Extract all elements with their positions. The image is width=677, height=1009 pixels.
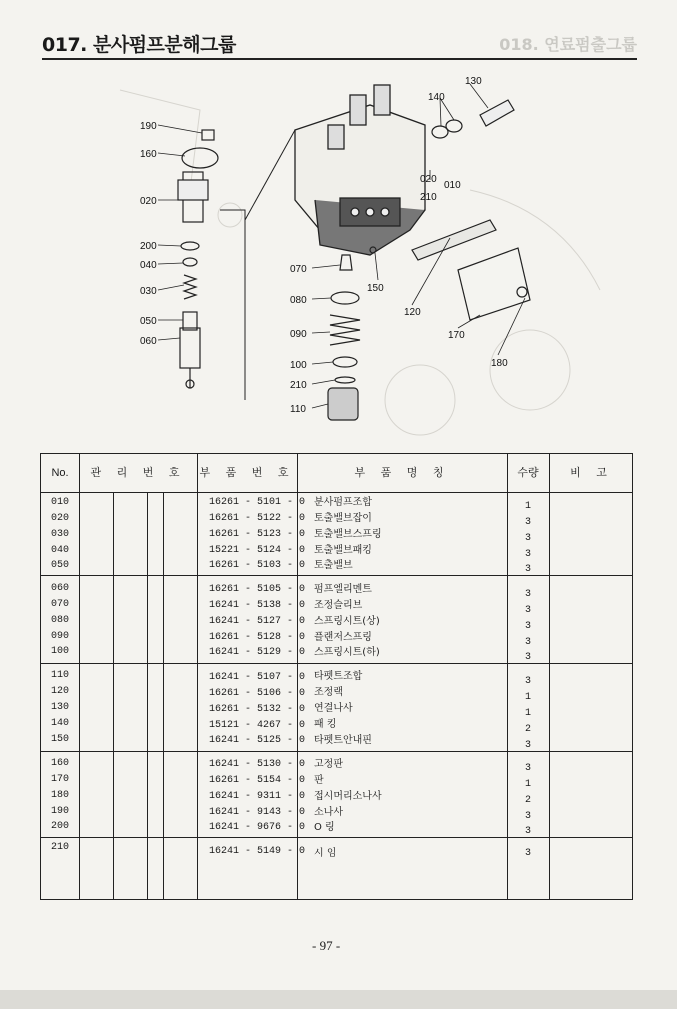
item-number: 140 — [51, 718, 70, 729]
header-rule — [42, 58, 637, 60]
quantity: 3 — [525, 517, 532, 528]
part-number: 16241 - 9143 - 0 — [209, 807, 306, 818]
seat-100 — [333, 357, 357, 367]
quantity: 3 — [525, 848, 532, 859]
header-quantity: 수량 — [517, 466, 539, 479]
header-remarks: 비 고 — [570, 466, 613, 479]
part-name: 고정판 — [314, 759, 343, 770]
quantity: 3 — [525, 605, 532, 616]
callout-label: 020 — [420, 174, 437, 185]
item-number: 030 — [51, 529, 70, 540]
quantity: 3 — [525, 549, 532, 560]
header-management-number: 관 리 번 호 — [90, 466, 186, 479]
part-name: 연결나사 — [314, 703, 353, 714]
part-name: 토출밸브스프링 — [314, 529, 382, 540]
row-divider — [41, 575, 632, 576]
part-number: 16241 - 5138 - 0 — [209, 600, 306, 611]
seat-080 — [331, 292, 359, 304]
quantity: 2 — [525, 795, 532, 806]
column-divider — [197, 454, 198, 899]
part-name: 펌프엘리멘트 — [314, 584, 372, 595]
quantity: 1 — [525, 779, 532, 790]
callout-label: 110 — [290, 404, 306, 415]
part-name: 토출밸브패킹 — [314, 545, 372, 556]
part-number: 16241 - 5149 - 0 — [209, 846, 306, 857]
oring-200 — [181, 242, 199, 250]
part-name: 패 킹 — [314, 719, 337, 730]
quantity: 2 — [525, 724, 532, 735]
header-part-number: 부 품 번 호 — [199, 466, 295, 479]
item-number: 130 — [51, 702, 70, 713]
quantity: 3 — [525, 763, 532, 774]
callout-label: 210 — [420, 192, 437, 203]
callout-label: 120 — [404, 307, 421, 318]
callout-label: 150 — [367, 283, 384, 294]
item-number: 100 — [51, 646, 70, 657]
part-number: 15221 - 5124 - 0 — [209, 545, 306, 556]
part-name: 스프링시트(하) — [314, 647, 380, 658]
quantity: 1 — [525, 708, 532, 719]
quantity: 3 — [525, 652, 532, 663]
part-name: 토출밸브 — [314, 560, 353, 571]
part-name: 분사펌프조합 — [314, 497, 372, 508]
item-number: 200 — [51, 821, 70, 832]
callout-label: 060 — [140, 336, 157, 347]
part-name: 플랜저스프링 — [314, 632, 372, 643]
part-number: 16241 - 5127 - 0 — [209, 616, 306, 627]
parts-table — [40, 453, 633, 900]
quantity: 3 — [525, 740, 532, 751]
part-number: 15121 - 4267 - 0 — [209, 720, 306, 731]
part-number: 16261 - 5123 - 0 — [209, 529, 306, 540]
sleeve-070 — [340, 255, 352, 270]
part-name: 소나사 — [314, 807, 343, 818]
tappet-110 — [328, 388, 358, 420]
part-number: 16261 - 5154 - 0 — [209, 775, 306, 786]
callout-label: 020 — [140, 196, 157, 207]
part-name: 조정슬리브 — [314, 600, 363, 611]
bleed-through-title: 018. 연료펌출그룹 — [499, 35, 637, 54]
part-number: 16241 - 5130 - 0 — [209, 759, 306, 770]
part-number: 16241 - 5125 - 0 — [209, 735, 306, 746]
callout-label: 010 — [444, 180, 461, 191]
packing-040 — [183, 258, 197, 266]
callout-label: 080 — [290, 295, 307, 306]
element-060 — [180, 328, 200, 368]
callout-label: 130 — [465, 76, 482, 87]
header-part-name: 부 품 명 칭 — [354, 466, 450, 479]
item-number: 090 — [51, 631, 70, 642]
part-number: 16241 - 9311 - 0 — [209, 791, 306, 802]
item-number: 060 — [51, 583, 70, 594]
item-number: 020 — [51, 513, 70, 524]
part-name: 시 임 — [314, 848, 337, 859]
part-name: 타펫트안내핀 — [314, 735, 372, 746]
item-number: 180 — [51, 790, 70, 801]
injection-pump-illustration — [40, 70, 640, 440]
item-number: 190 — [51, 806, 70, 817]
page-number: - 97 - — [312, 938, 341, 953]
callout-label: 200 — [140, 241, 157, 252]
page-header — [42, 28, 637, 60]
callout-label: 180 — [491, 358, 508, 369]
packing-140b — [446, 120, 462, 132]
quantity: 3 — [525, 533, 532, 544]
quantity: 3 — [525, 621, 532, 632]
item-number: 160 — [51, 758, 70, 769]
callout-label: 160 — [140, 149, 157, 160]
part-number: 16261 - 5132 - 0 — [209, 704, 306, 715]
page-title: 017. 분사펌프분해그룹 — [42, 34, 236, 56]
part-number: 16241 - 9676 - 0 — [209, 822, 306, 833]
item-number: 170 — [51, 774, 70, 785]
header-no: No. — [51, 467, 69, 479]
callout-label: 090 — [290, 329, 307, 340]
part-name: 조정랙 — [314, 687, 343, 698]
part-number: 16261 - 5103 - 0 — [209, 560, 306, 571]
part-name: 토출밸브잡이 — [314, 513, 372, 524]
item-number: 150 — [51, 734, 70, 745]
item-number: 110 — [51, 670, 70, 681]
callout-label: 040 — [140, 260, 157, 271]
callout-label: 030 — [140, 286, 157, 297]
quantity: 3 — [525, 637, 532, 648]
callout-label: 070 — [290, 264, 307, 275]
quantity: 3 — [525, 826, 532, 837]
part-name: O 링 — [314, 822, 335, 833]
row-divider — [41, 751, 632, 752]
part-name: 스프링시트(상) — [314, 616, 380, 627]
row-divider — [41, 837, 632, 838]
quantity: 3 — [525, 589, 532, 600]
quantity: 1 — [525, 692, 532, 703]
exploded-parts-diagram — [40, 70, 640, 440]
shim-210 — [335, 377, 355, 383]
callout-label: 190 — [140, 121, 157, 132]
callout-label: 100 — [290, 360, 307, 371]
column-divider — [79, 454, 80, 899]
item-number: 080 — [51, 615, 70, 626]
row-divider — [41, 663, 632, 664]
item-number: 040 — [51, 545, 70, 556]
quantity: 3 — [525, 676, 532, 687]
part-number: 16261 - 5105 - 0 — [209, 584, 306, 595]
rack-120 — [412, 220, 496, 260]
item-number: 010 — [51, 497, 70, 508]
part-number: 16261 - 5101 - 0 — [209, 497, 306, 508]
column-divider — [549, 454, 550, 899]
item-number: 070 — [51, 599, 70, 610]
quantity: 1 — [525, 501, 532, 512]
part-number: 16261 - 5122 - 0 — [209, 513, 306, 524]
screw-190 — [202, 130, 214, 140]
column-divider — [507, 454, 508, 899]
spring-030 — [184, 275, 196, 299]
part-name: 판 — [314, 775, 324, 786]
row-divider — [41, 492, 632, 493]
plate-170 — [458, 248, 530, 320]
callout-label: 140 — [428, 92, 445, 103]
part-number: 16241 - 5107 - 0 — [209, 672, 306, 683]
packing-140a — [432, 126, 448, 138]
part-number: 16261 - 5128 - 0 — [209, 632, 306, 643]
lock-plate-160 — [182, 148, 218, 168]
item-number: 210 — [51, 842, 70, 853]
spring-090 — [330, 315, 360, 345]
quantity: 3 — [525, 564, 532, 575]
part-name: 접시머리소나사 — [314, 791, 382, 802]
part-name: 타펫트조합 — [314, 671, 363, 682]
item-number: 050 — [51, 560, 70, 571]
callout-label: 170 — [448, 330, 465, 341]
item-number: 120 — [51, 686, 70, 697]
callout-label: 210 — [290, 380, 307, 391]
valve-050 — [183, 312, 197, 330]
part-number: 16241 - 5129 - 0 — [209, 647, 306, 658]
quantity: 3 — [525, 811, 532, 822]
scan-edge-band — [0, 990, 677, 1009]
part-number: 16261 - 5106 - 0 — [209, 688, 306, 699]
callout-label: 050 — [140, 316, 157, 327]
